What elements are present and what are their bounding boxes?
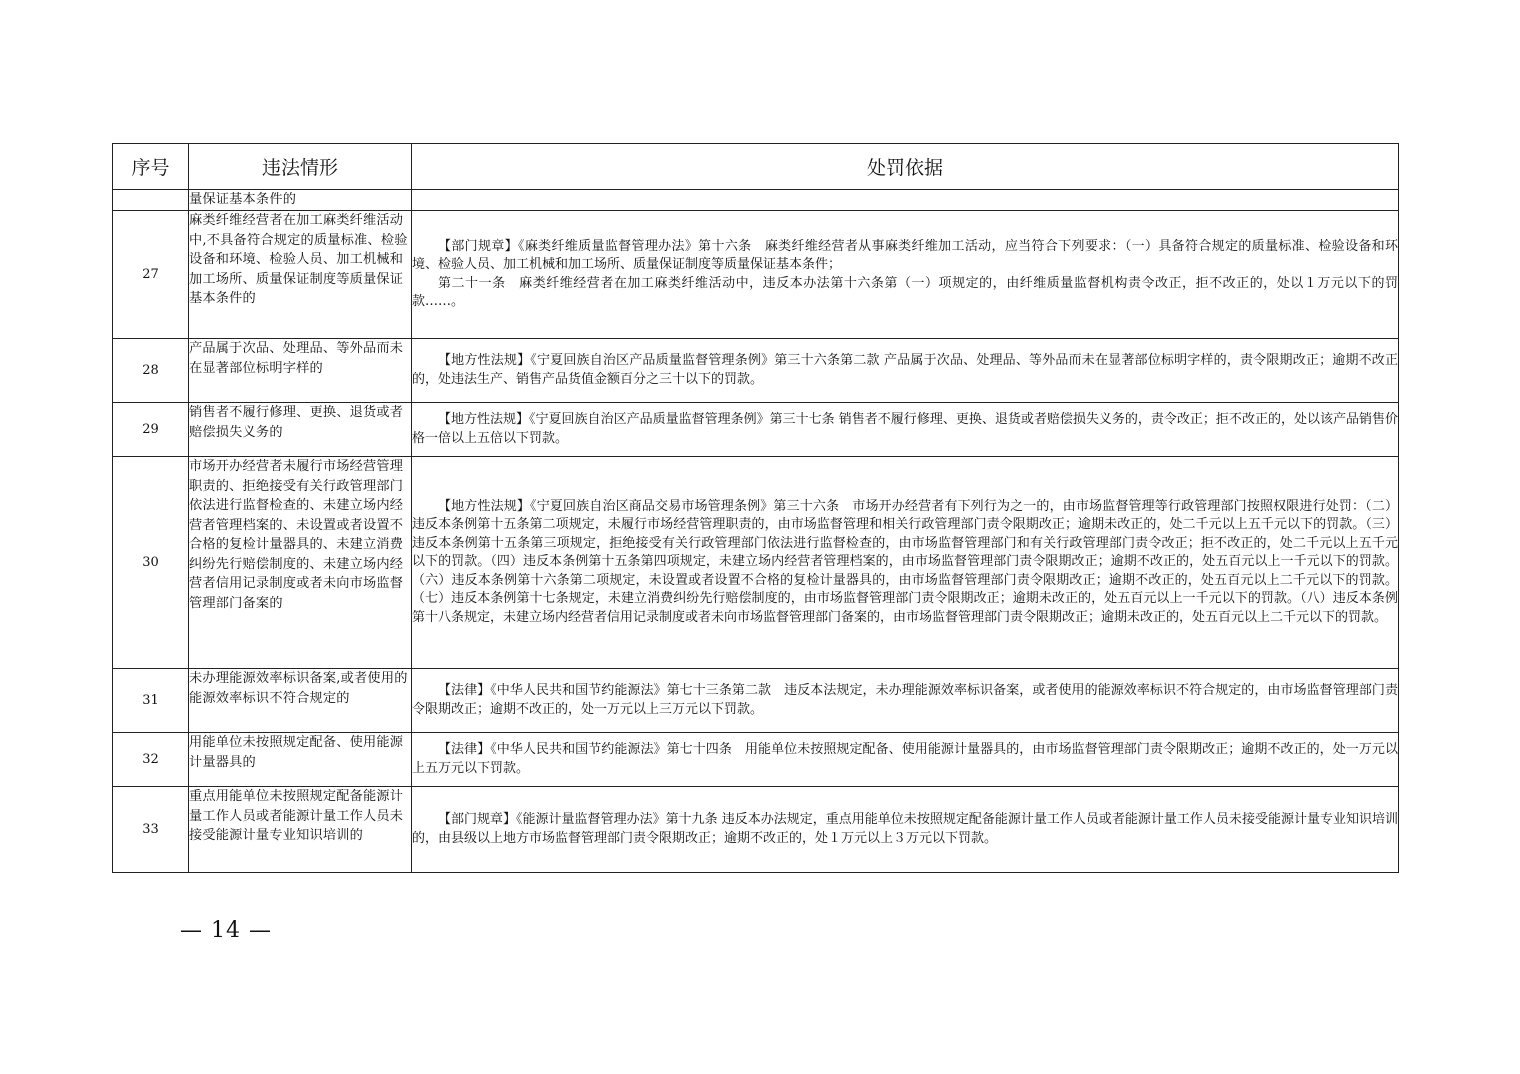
header-penalty-basis: 处罚依据 <box>412 144 1399 190</box>
basis-paragraph: 【地方性法规】《宁夏回族自治区商品交易市场管理条例》第三十六条 市场开办经营者有下列行为之一的，由市场监督管理等行政管理部门按照权限进行处罚：（二）违反本条例第十五条第二项规定，未履行市场经营管理职责的，由市场监督管理和相关行政管理部门责令限期改正；逾期未改正的，处二千元以上五千元以下的罚款。（三）违反本条例第十五条第三项规定，拒绝接受有关行政管理部门依法进行监督检查的，由市场监督管理部门和有关行政管理部门责令改正；拒不改正的，处二千元以上五千元以下的罚款。（四）违反本条例第十五条第四项规定，未建立场内经营者管理档案的，由市场监督管理部门责令限期改正；逾期不改正的，处五百元以上一千元以下的罚款。（六）违反本条例第十六条第二项规定，未设置或者设置不合格的复检计量器具的，由市场监督管理部门责令限期改正；逾期不改正的，处五百元以上二千元以下的罚款。（七）违反本条例第十七条规定，未建立消费纠纷先行赔偿制度的，由市场监督管理部门责令限期改正；逾期未改正的，处五百元以上一千元以下的罚款。（八）违反本条例第十八条规定，未建立场内经营者信用记录制度或者未向市场监督管理部门备案的，由市场监督管理部门责令限期改正；逾期未改正的，处五百元以上二千元以下的罚款。 <box>412 498 1398 625</box>
row-basis <box>412 787 1399 873</box>
table-row <box>113 403 1399 457</box>
table-row <box>113 787 1399 873</box>
table-row <box>113 733 1399 787</box>
table-row <box>113 457 1399 669</box>
row-number: 33 <box>113 787 189 873</box>
row-situation: 重点用能单位未按照规定配备能源计量工作人员或者能源计量工作人员未接受能源计量专业知识培训的 <box>189 787 412 873</box>
basis-paragraph: 【部门规章】《麻类纤维质量监督管理办法》第十六条 麻类纤维经营者从事麻类纤维加工活动，应当符合下列要求：（一）具备符合规定的质量标准、检验设备和环境、检验人员、加工机械和加工场所、质量保证制度等质量保证基本条件； <box>412 238 1398 272</box>
row-number <box>113 190 189 211</box>
row-situation: 麻类纤维经营者在加工麻类纤维活动中,不具备符合规定的质量标准、检验设备和环境、检验人员、加工机械和加工场所、质量保证制度等质量保证基本条件的 <box>189 211 412 339</box>
row-number: 27 <box>113 211 189 339</box>
basis-paragraph: 【部门规章】《能源计量监督管理办法》第十九条 违反本办法规定，重点用能单位未按照规定配备能源计量工作人员或者能源计量工作人员未接受能源计量专业知识培训的，由县级以上地方市场监督管理部门责令限期改正；逾期不改正的，处１万元以上３万元以下罚款。 <box>412 812 1398 846</box>
row-basis <box>412 211 1399 339</box>
basis-paragraph: 【法律】《中华人民共和国节约能源法》第七十三条第二款 违反本法规定，未办理能源效率标识备案，或者使用的能源效率标识不符合规定的，由市场监督管理部门责令限期改正；逾期不改正的，处一万元以上三万元以下罚款。 <box>412 683 1398 717</box>
basis-paragraph: 第二十一条 麻类纤维经营者在加工麻类纤维活动中，违反本办法第十六条第（一）项规定的，由纤维质量监督机构责令改正，拒不改正的，处以１万元以下的罚款……。 <box>412 275 1398 309</box>
row-basis <box>412 457 1399 669</box>
table-row <box>113 669 1399 733</box>
table-row <box>113 339 1399 403</box>
table-header-row <box>113 144 1399 190</box>
row-situation: 用能单位未按照规定配备、使用能源计量器具的 <box>189 733 412 787</box>
row-number: 32 <box>113 733 189 787</box>
table-row <box>113 211 1399 339</box>
row-basis <box>412 403 1399 457</box>
header-serial-number: 序号 <box>113 144 189 190</box>
row-situation: 未办理能源效率标识备案,或者使用的能源效率标识不符合规定的 <box>189 669 412 733</box>
row-number: 31 <box>113 669 189 733</box>
row-basis <box>412 190 1399 211</box>
row-basis <box>412 733 1399 787</box>
row-situation: 量保证基本条件的 <box>189 190 412 211</box>
row-situation: 销售者不履行修理、更换、退货或者赔偿损失义务的 <box>189 403 412 457</box>
row-number: 28 <box>113 339 189 403</box>
row-basis <box>412 669 1399 733</box>
header-violation-situation: 违法情形 <box>189 144 412 190</box>
row-situation: 产品属于次品、处理品、等外品而未在显著部位标明字样的 <box>189 339 412 403</box>
row-number: 30 <box>113 457 189 669</box>
row-number: 29 <box>113 403 189 457</box>
table-row <box>113 190 1399 211</box>
page-number: — 14 — <box>180 918 272 943</box>
row-basis <box>412 339 1399 403</box>
penalty-table <box>112 143 1399 873</box>
basis-paragraph: 【地方性法规】《宁夏回族自治区产品质量监督管理条例》第三十七条 销售者不履行修理、更换、退货或者赔偿损失义务的，责令改正；拒不改正的，处以该产品销售价格一倍以上五倍以下罚款。 <box>412 412 1398 446</box>
row-situation: 市场开办经营者未履行市场经营管理职责的、拒绝接受有关行政管理部门依法进行监督检查的、未建立场内经营者管理档案的、未设置或者设置不合格的复检计量器具的、未建立消费纠纷先行赔偿制度的、未建立场内经营者信用记录制度或者未向市场监督管理部门备案的 <box>189 457 412 669</box>
basis-paragraph: 【地方性法规】《宁夏回族自治区产品质量监督管理条例》第三十六条第二款 产品属于次品、处理品、等外品而未在显著部位标明字样的，责令限期改正；逾期不改正的，处违法生产、销售产品货值金额百分之三十以下的罚款。 <box>412 353 1398 387</box>
basis-paragraph: 【法律】《中华人民共和国节约能源法》第七十四条 用能单位未按照规定配备、使用能源计量器具的，由市场监督管理部门责令限期改正；逾期不改正的，处一万元以上五万元以下罚款。 <box>412 742 1398 776</box>
